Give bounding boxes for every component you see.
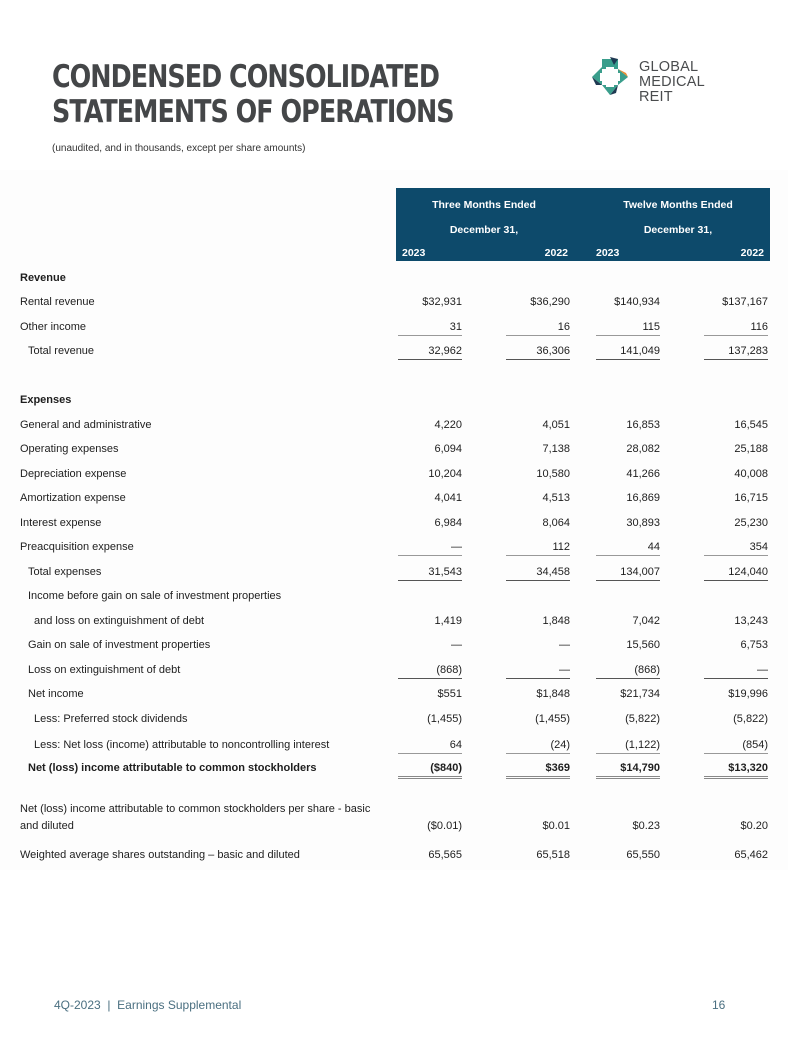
cell-value: — [506,664,570,679]
cell-value: 65,462 [734,849,768,861]
cell-value: 16,853 [626,419,660,431]
cell-value: $369 [506,762,570,779]
medical-cross-logo-icon [588,55,632,99]
cell-value: 44 [596,541,660,556]
cell-value: 16,715 [734,492,768,504]
cell-value: 124,040 [704,566,768,581]
row-label: Revenue [20,272,66,284]
group-header-three-months-date: December 31, [449,224,519,236]
cell-value: $140,934 [614,296,660,308]
cell-value: 65,518 [536,849,570,861]
table-row [0,417,788,437]
logo-text-line-2: MEDICAL REIT [639,74,705,105]
cell-value: 15,560 [626,639,660,651]
cell-value: 6,984 [434,517,462,529]
cell-value: (1,455) [535,713,570,725]
row-label: Income before gain on sale of investment properties [28,590,282,602]
table-row-total [0,343,788,363]
cell-value: 10,580 [536,468,570,480]
cell-value: 25,230 [734,517,768,529]
table-row [0,294,788,314]
row-label: Weighted average shares outstanding – basic and diluted [20,849,300,861]
cell-value: 31,543 [398,566,462,581]
cell-value: $0.01 [542,820,570,832]
cell-value: $1,848 [536,688,570,700]
cell-value: (5,822) [625,713,660,725]
cell-value: — [704,664,768,679]
cell-value: 32,962 [398,345,462,360]
cell-value: 4,220 [434,419,462,431]
row-label: Rental revenue [20,296,95,308]
cell-value: 116 [704,321,768,336]
cell-value: 28,082 [626,443,660,455]
logo-text-line-1: GLOBAL [639,59,699,75]
row-label-line-2: and diluted [20,820,74,832]
cell-value: 65,565 [428,849,462,861]
cell-value: (1,122) [596,739,660,754]
cell-value: $13,320 [704,762,768,779]
cell-value: 4,051 [542,419,570,431]
table-row [0,490,788,510]
cell-value: (868) [596,664,660,679]
cell-value: (868) [398,664,462,679]
group-header-three-months: Three Months Ended [432,199,536,211]
row-label: General and administrative [20,419,152,431]
table-row [0,441,788,461]
cell-value: 65,550 [626,849,660,861]
cell-value: 134,007 [596,566,660,581]
row-label: Depreciation expense [20,468,127,480]
cell-value: ($840) [398,762,462,779]
row-label: Operating expenses [20,443,119,455]
cell-value: 6,753 [740,639,768,651]
cell-value: — [559,639,570,651]
cell-value: 41,266 [626,468,660,480]
cell-value: (1,455) [427,713,462,725]
cell-value: — [451,639,462,651]
row-label: Interest expense [20,517,102,529]
cell-value: 1,848 [542,615,570,627]
cell-value: 36,306 [506,345,570,360]
table-row [0,588,788,608]
table-row [0,319,788,339]
title-line-2: STATEMENTS OF OPERATIONS [52,94,454,130]
table-row [0,637,788,657]
cell-value: $137,167 [722,296,768,308]
cell-value: 16,545 [734,419,768,431]
cell-value: $0.20 [740,820,768,832]
row-label: Gain on sale of investment properties [28,639,211,651]
table-row-net-common [0,760,788,780]
cell-value: 6,094 [434,443,462,455]
table-row [0,711,788,731]
cell-value: $0.23 [632,820,660,832]
cell-value: 112 [506,541,570,556]
cell-value: 1,419 [434,615,462,627]
row-label: Preacquisition expense [20,541,134,553]
page-number: 16 [712,998,726,1012]
cell-value: $14,790 [596,762,660,779]
cell-value: 13,243 [734,615,768,627]
row-label: Total revenue [28,345,95,357]
cell-value: 30,893 [626,517,660,529]
cell-value: 16,869 [626,492,660,504]
cell-value: 354 [704,541,768,556]
section-header-revenue [0,270,788,290]
cell-value: (854) [704,739,768,754]
company-logo [588,55,738,105]
cell-value: 8,064 [542,517,570,529]
cell-value: (24) [506,739,570,754]
page-title [52,60,454,130]
group-header-twelve-months: Twelve Months Ended [623,199,733,211]
row-label: Loss on extinguishment of debt [28,664,181,676]
group-header-twelve-months-date: December 31, [643,224,713,236]
year-header-fy-2023: 2023 [596,247,620,259]
cell-value: 137,283 [704,345,768,360]
cell-value: 4,041 [434,492,462,504]
table-row [0,737,788,757]
row-label: Less: Preferred stock dividends [34,713,188,725]
table-row-weighted-shares [0,847,788,867]
cell-value: $32,931 [422,296,462,308]
footer-report-label: 4Q-2023 | Earnings Supplemental [54,998,242,1012]
table-row-per-share [0,803,788,837]
year-header-q-2023: 2023 [402,247,426,259]
row-label: Net (loss) income attributable to common stockholders [28,762,317,774]
table-row-total [0,564,788,584]
cell-value: 115 [596,321,660,336]
row-label: and loss on extinguishment of debt [34,615,205,627]
cell-value: 10,204 [428,468,462,480]
table-row [0,515,788,535]
section-header-expenses [0,392,788,412]
cell-value: $19,996 [728,688,768,700]
row-label: Total expenses [28,566,102,578]
year-header-q-2022: 2022 [544,247,568,259]
cell-value: 16 [506,321,570,336]
cell-value: 34,458 [506,566,570,581]
cell-value: $551 [437,688,462,700]
cell-value: 4,513 [542,492,570,504]
cell-value: 64 [398,739,462,754]
table-row [0,686,788,706]
year-header-fy-2022: 2022 [740,247,764,259]
row-label: Expenses [20,394,72,406]
cell-value: — [398,541,462,556]
cell-value: 7,042 [632,615,660,627]
cell-value: 7,138 [542,443,570,455]
row-label: Less: Net loss (income) attributable to noncontrolling interest [34,739,330,751]
row-label: Other income [20,321,87,333]
cell-value: 141,049 [596,345,660,360]
cell-value: 31 [398,321,462,336]
table-row [0,613,788,633]
cell-value: 40,008 [734,468,768,480]
table-row [0,539,788,559]
row-label: Net income [28,688,84,700]
row-label-line-1: Net (loss) income attributable to common stockholders per share - basic [20,803,371,815]
subtitle: (unaudited, and in thousands, except per share amounts) [52,143,306,154]
table-row [0,466,788,486]
table-row [0,662,788,682]
table-column-header [396,188,770,261]
cell-value: 25,188 [734,443,768,455]
title-line-1: CONDENSED CONSOLIDATED [52,59,439,95]
cell-value: $21,734 [620,688,660,700]
cell-value: $36,290 [530,296,570,308]
cell-value: ($0.01) [427,820,462,832]
logo-text [639,60,738,105]
cell-value: (5,822) [733,713,768,725]
row-label: Amortization expense [20,492,126,504]
